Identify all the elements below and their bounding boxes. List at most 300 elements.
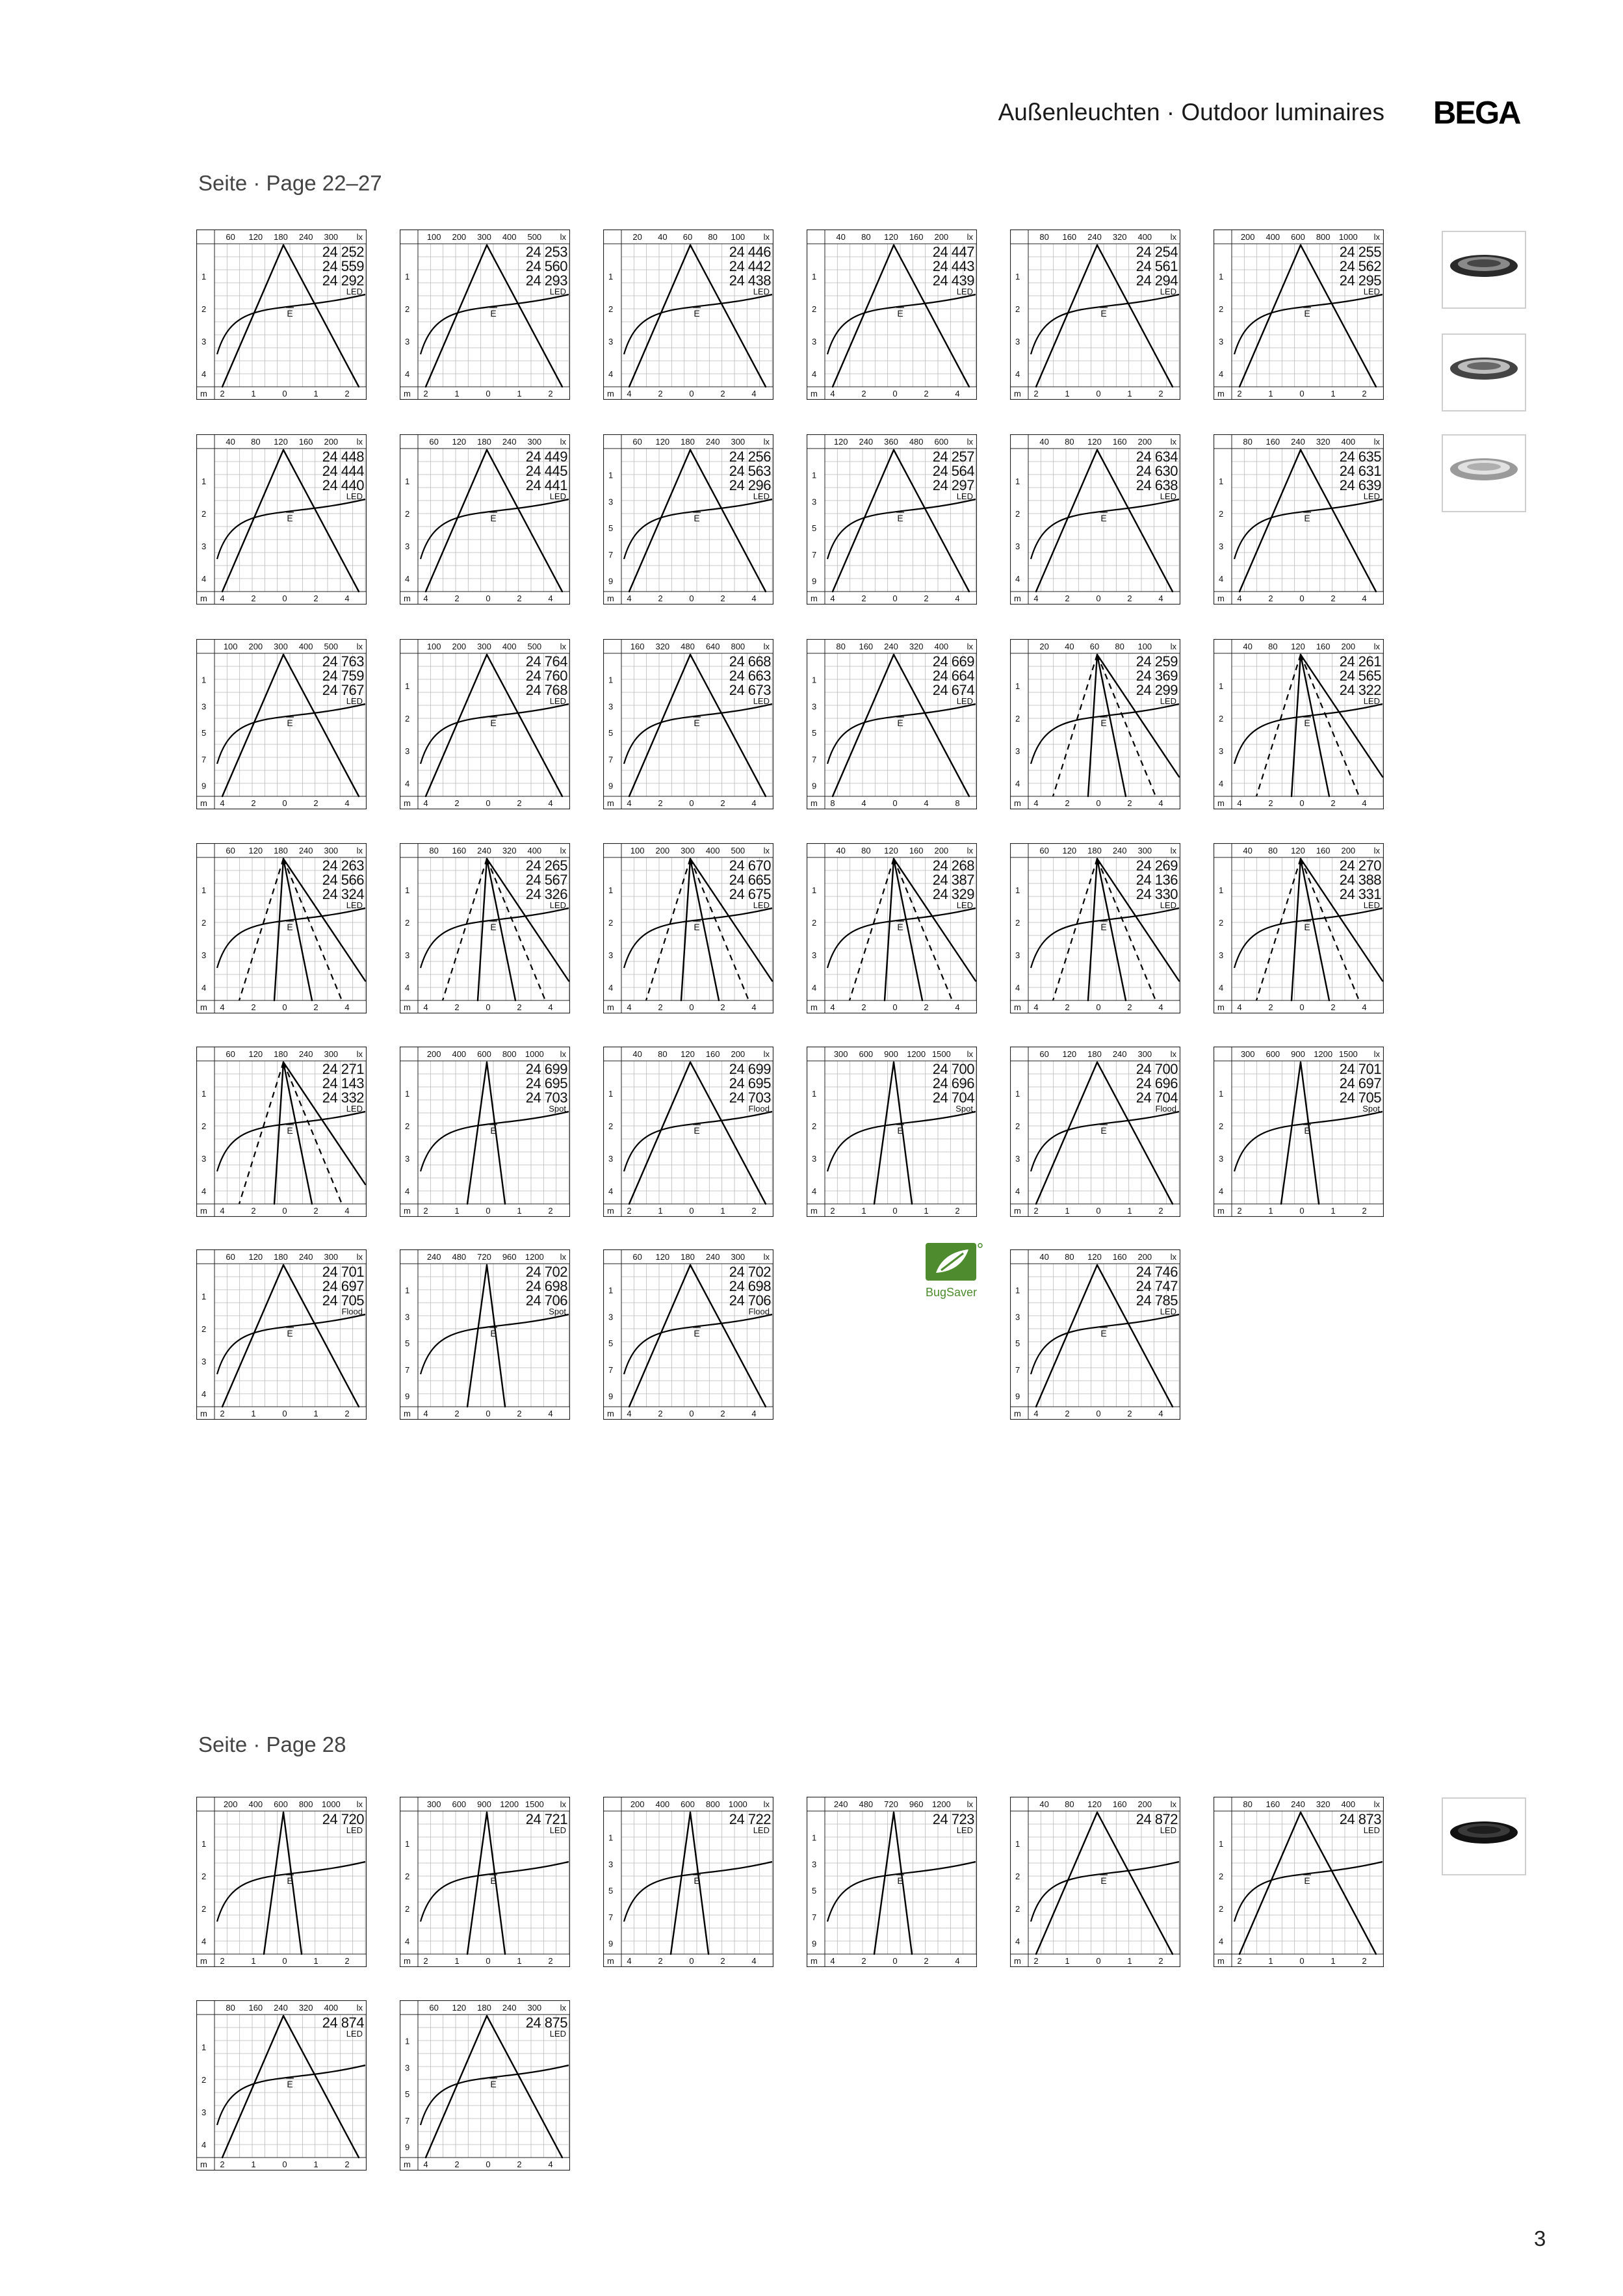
lux-tick-label: 60 — [226, 846, 235, 855]
lux-tick-label: 400 — [527, 846, 542, 855]
height-tick-label: 1 — [201, 272, 207, 281]
lux-tick-label: 200 — [248, 642, 263, 651]
lux-tick-label: 1000 — [1338, 232, 1358, 242]
lux-tick-label: 40 — [836, 232, 846, 242]
distance-tick-label: 4 — [423, 2159, 428, 2169]
isolux-chart — [1010, 1047, 1180, 1217]
isolux-chart — [807, 434, 977, 605]
article-number: 24 143 — [322, 1075, 364, 1091]
catalog-section-title: Außenleuchten · Outdoor luminaires — [998, 99, 1384, 125]
lux-tick-label: 960 — [502, 1252, 517, 1262]
lux-tick-label: 480 — [452, 1252, 467, 1262]
isolux-diagram — [603, 843, 773, 1013]
article-number: 24 701 — [1339, 1061, 1381, 1077]
lamp-type-label: LED — [956, 696, 973, 706]
lamp-type-label: LED — [1160, 696, 1176, 706]
isolux-diagram — [196, 434, 367, 605]
distance-tick-label: 1 — [1065, 389, 1070, 398]
isolux-diagram — [603, 1797, 773, 1967]
distance-tick-label: 2 — [517, 1002, 522, 1012]
article-number: 24 639 — [1339, 477, 1381, 493]
lux-unit-label: lx — [1373, 642, 1380, 651]
mean-illuminance-symbol: E — [1100, 718, 1107, 728]
lux-tick-label: 300 — [731, 437, 746, 447]
article-number: 24 698 — [525, 1278, 567, 1294]
isolux-chart — [603, 843, 773, 1013]
lamp-type-label: LED — [956, 1825, 973, 1835]
distance-tick-label: 2 — [1237, 389, 1242, 398]
lux-tick-label: 600 — [1291, 232, 1305, 242]
lux-tick-label: 100 — [426, 232, 441, 242]
article-number: 24 565 — [1339, 668, 1381, 684]
isolux-chart — [400, 1047, 570, 1217]
height-tick-label: 2 — [405, 1121, 410, 1131]
distance-tick-label: 0 — [892, 1206, 898, 1216]
lux-tick-label: 180 — [477, 2003, 491, 2013]
distance-tick-label: 2 — [1158, 1956, 1163, 1966]
distance-unit-label: m — [1217, 1956, 1225, 1966]
height-tick-label: 2 — [405, 304, 410, 314]
isolux-diagram — [1214, 639, 1384, 809]
distance-tick-label: 4 — [548, 798, 553, 808]
distance-tick-label: 4 — [955, 594, 960, 603]
isolux-diagram — [196, 843, 367, 1013]
lux-tick-label: 600 — [274, 1799, 288, 1809]
distance-tick-label: 2 — [720, 594, 725, 603]
lux-tick-label: 640 — [705, 642, 720, 651]
distance-tick-label: 2 — [924, 1002, 929, 1012]
lux-tick-label: 320 — [502, 846, 517, 855]
distance-tick-label: 2 — [861, 389, 866, 398]
lux-unit-label: lx — [763, 1799, 770, 1809]
distance-tick-label: 2 — [1065, 798, 1070, 808]
mean-illuminance-symbol: E — [1304, 513, 1310, 523]
article-number: 24 387 — [932, 872, 974, 888]
distance-tick-label: 4 — [751, 1956, 757, 1966]
height-tick-label: 3 — [608, 337, 614, 346]
lux-tick-label: 60 — [226, 1049, 235, 1059]
height-tick-label: 4 — [1015, 574, 1020, 584]
distance-tick-label: 4 — [751, 389, 757, 398]
distance-tick-label: 0 — [486, 1206, 491, 1216]
distance-tick-label: 0 — [689, 1956, 694, 1966]
lux-tick-label: 300 — [274, 642, 288, 651]
isolux-chart — [1010, 1797, 1180, 1967]
distance-tick-label: 0 — [1299, 594, 1305, 603]
article-number: 24 444 — [322, 463, 364, 479]
height-tick-label: 2 — [608, 918, 614, 928]
height-tick-label: 4 — [201, 1186, 207, 1196]
lux-tick-label: 100 — [1137, 642, 1152, 651]
height-tick-label: 1 — [1219, 885, 1224, 895]
article-number: 24 705 — [322, 1292, 364, 1309]
isolux-diagram — [1010, 1249, 1180, 1420]
lux-tick-label: 60 — [429, 437, 439, 447]
lux-tick-label: 60 — [429, 2003, 439, 2013]
mean-illuminance-symbol: E — [287, 2079, 293, 2089]
height-tick-label: 4 — [1015, 1937, 1020, 1946]
lux-tick-label: 300 — [1240, 1049, 1255, 1059]
distance-tick-label: 2 — [454, 1409, 460, 1418]
lux-tick-label: 80 — [1268, 846, 1278, 855]
article-number: 24 136 — [1136, 872, 1178, 888]
recessed-luminaire-dark-icon — [1443, 232, 1525, 307]
mean-illuminance-symbol: E — [694, 718, 700, 728]
lux-tick-label: 200 — [1240, 232, 1255, 242]
lux-tick-label: 320 — [1112, 232, 1127, 242]
distance-tick-label: 0 — [689, 1409, 694, 1418]
distance-tick-label: 1 — [454, 1956, 460, 1966]
article-number: 24 669 — [932, 653, 974, 670]
isolux-chart — [807, 1797, 977, 1967]
isolux-diagram — [400, 1047, 570, 1217]
lux-tick-label: 600 — [934, 437, 949, 447]
distance-unit-label: m — [607, 1206, 614, 1216]
height-tick-label: 3 — [201, 541, 207, 551]
distance-tick-label: 4 — [548, 1002, 553, 1012]
distance-tick-label: 2 — [1065, 594, 1070, 603]
height-tick-label: 5 — [405, 1338, 410, 1349]
lux-tick-label: 200 — [1137, 1252, 1152, 1262]
distance-unit-label: m — [811, 798, 818, 808]
lamp-type-label: LED — [1363, 491, 1380, 501]
isolux-chart — [196, 434, 367, 605]
lamp-type-label: LED — [346, 287, 363, 296]
distance-tick-label: 4 — [627, 798, 632, 808]
article-number: 24 326 — [525, 886, 567, 902]
distance-tick-label: 1 — [1127, 1206, 1132, 1216]
distance-tick-label: 2 — [1033, 1956, 1039, 1966]
distance-tick-label: 2 — [344, 2159, 350, 2169]
lux-tick-label: 60 — [1039, 846, 1049, 855]
distance-tick-label: 1 — [1331, 1206, 1336, 1216]
lux-tick-label: 80 — [861, 846, 871, 855]
isolux-diagram — [1010, 639, 1180, 809]
lux-unit-label: lx — [967, 232, 973, 242]
distance-tick-label: 1 — [313, 1956, 318, 1966]
lux-tick-label: 60 — [682, 232, 693, 242]
article-number: 24 559 — [322, 258, 364, 274]
lux-tick-label: 960 — [909, 1799, 924, 1809]
lux-tick-label: 120 — [248, 1049, 263, 1059]
height-tick-label: 5 — [608, 1338, 614, 1349]
article-number: 24 875 — [525, 2015, 567, 2031]
article-number: 24 442 — [729, 258, 771, 274]
mean-illuminance-symbol: E — [897, 308, 903, 319]
height-tick-label: 3 — [812, 701, 817, 712]
lux-tick-label: 1500 — [931, 1049, 951, 1059]
height-tick-label: 3 — [1219, 337, 1224, 346]
brand-logo: BEGA — [1433, 96, 1520, 131]
distance-unit-label: m — [1217, 1002, 1225, 1012]
height-tick-label: 4 — [1015, 779, 1020, 789]
article-number: 24 638 — [1136, 477, 1178, 493]
height-tick-label: 9 — [1015, 1391, 1020, 1402]
distance-tick-label: 1 — [517, 1206, 522, 1216]
lux-tick-label: 120 — [1291, 642, 1305, 651]
article-number: 24 331 — [1339, 886, 1381, 902]
lux-tick-label: 200 — [426, 1049, 441, 1059]
lux-tick-label: 300 — [833, 1049, 848, 1059]
height-tick-label: 1 — [1219, 1839, 1224, 1849]
lux-tick-label: 500 — [731, 846, 746, 855]
lux-tick-label: 600 — [452, 1799, 467, 1809]
lux-tick-label: 160 — [1112, 1799, 1127, 1809]
height-tick-label: 1 — [1015, 476, 1020, 486]
height-tick-label: 4 — [1219, 983, 1224, 993]
lux-tick-label: 160 — [1316, 846, 1331, 855]
article-number: 24 696 — [1136, 1075, 1178, 1091]
distance-tick-label: 1 — [313, 389, 318, 398]
lamp-type-label: LED — [753, 900, 770, 910]
height-tick-label: 3 — [608, 950, 614, 960]
height-tick-label: 1 — [812, 1089, 817, 1099]
height-tick-label: 1 — [405, 1285, 410, 1296]
height-tick-label: 3 — [812, 497, 817, 507]
lamp-type-label: LED — [346, 900, 363, 910]
height-tick-label: 3 — [201, 2107, 207, 2117]
height-tick-label: 4 — [1015, 369, 1020, 379]
distance-tick-label: 2 — [830, 1206, 835, 1216]
distance-tick-label: 2 — [1331, 1002, 1336, 1012]
distance-tick-label: 0 — [689, 594, 694, 603]
height-tick-label: 1 — [608, 1833, 614, 1843]
mean-illuminance-symbol: E — [1100, 1328, 1107, 1338]
article-number: 24 332 — [322, 1089, 364, 1106]
height-tick-label: 1 — [1015, 1089, 1020, 1099]
lux-tick-label: 200 — [452, 642, 467, 651]
lamp-type-label: LED — [753, 1825, 770, 1835]
article-number: 24 293 — [525, 272, 567, 289]
article-number: 24 388 — [1339, 872, 1381, 888]
lux-tick-label: 40 — [658, 232, 668, 242]
isolux-diagram — [1214, 1047, 1384, 1217]
article-number: 24 261 — [1339, 653, 1381, 670]
article-number: 24 254 — [1136, 244, 1178, 260]
distance-tick-label: 2 — [344, 1409, 350, 1418]
article-number: 24 668 — [729, 653, 771, 670]
article-number: 24 268 — [932, 857, 974, 874]
isolux-chart — [196, 1797, 367, 1967]
lux-tick-label: 800 — [298, 1799, 313, 1809]
height-tick-label: 4 — [1219, 369, 1224, 379]
distance-tick-label: 2 — [658, 1002, 663, 1012]
article-number: 24 673 — [729, 682, 771, 698]
distance-tick-label: 2 — [720, 1956, 725, 1966]
lux-tick-label: 120 — [833, 437, 848, 447]
article-number: 24 760 — [525, 668, 567, 684]
lux-tick-label: 160 — [1062, 232, 1077, 242]
lamp-type-label: LED — [549, 900, 566, 910]
lux-tick-label: 180 — [274, 232, 288, 242]
article-number: 24 252 — [322, 244, 364, 260]
distance-tick-label: 4 — [627, 1956, 632, 1966]
lamp-type-label: Spot — [1362, 1104, 1380, 1114]
lux-tick-label: 400 — [1137, 232, 1152, 242]
lux-tick-label: 300 — [324, 232, 339, 242]
distance-tick-label: 1 — [1268, 1956, 1273, 1966]
article-number: 24 697 — [1339, 1075, 1381, 1091]
isolux-chart — [807, 229, 977, 400]
distance-tick-label: 2 — [720, 1409, 725, 1418]
distance-tick-label: 2 — [220, 1956, 225, 1966]
lux-tick-label: 400 — [502, 232, 517, 242]
distance-tick-label: 1 — [658, 1206, 663, 1216]
distance-tick-label: 4 — [1033, 1002, 1039, 1012]
lux-tick-label: 240 — [1112, 846, 1127, 855]
lux-tick-label: 40 — [226, 437, 235, 447]
isolux-diagram — [400, 434, 570, 605]
article-number: 24 324 — [322, 886, 364, 902]
isolux-diagram — [603, 639, 773, 809]
distance-tick-label: 1 — [251, 1409, 256, 1418]
isolux-diagram — [807, 843, 977, 1013]
article-number: 24 297 — [932, 477, 974, 493]
isolux-diagram — [603, 229, 773, 400]
isolux-chart — [603, 434, 773, 605]
lux-tick-label: 120 — [452, 437, 467, 447]
distance-tick-label: 2 — [220, 1409, 225, 1418]
lux-tick-label: 160 — [1266, 437, 1280, 447]
height-tick-label: 4 — [1015, 983, 1020, 993]
isolux-diagram — [1010, 843, 1180, 1013]
distance-tick-label: 0 — [1096, 1002, 1101, 1012]
height-tick-label: 2 — [405, 918, 410, 928]
isolux-chart — [1010, 1249, 1180, 1420]
height-tick-label: 1 — [405, 272, 410, 281]
product-thumbnail — [1442, 434, 1526, 512]
height-tick-label: 3 — [201, 337, 207, 346]
distance-unit-label: m — [1014, 1206, 1021, 1216]
mean-illuminance-symbol: E — [490, 2079, 497, 2089]
article-number: 24 670 — [729, 857, 771, 874]
distance-tick-label: 4 — [955, 1956, 960, 1966]
height-tick-label: 1 — [405, 1839, 410, 1849]
distance-tick-label: 1 — [1331, 389, 1336, 398]
distance-tick-label: 4 — [1158, 798, 1163, 808]
mean-illuminance-symbol: E — [287, 1875, 293, 1886]
lamp-type-label: LED — [549, 287, 566, 296]
height-tick-label: 2 — [201, 918, 207, 928]
lux-unit-label: lx — [560, 846, 566, 855]
distance-unit-label: m — [1217, 594, 1225, 603]
distance-tick-label: 2 — [1158, 389, 1163, 398]
lux-tick-label: 40 — [836, 846, 846, 855]
distance-tick-label: 2 — [220, 389, 225, 398]
lux-tick-label: 300 — [1137, 1049, 1152, 1059]
distance-tick-label: 4 — [344, 1002, 350, 1012]
lux-unit-label: lx — [967, 1049, 973, 1059]
distance-unit-label: m — [811, 1002, 818, 1012]
distance-tick-label: 2 — [1268, 594, 1273, 603]
lux-tick-label: 480 — [681, 642, 695, 651]
isolux-diagram — [1214, 229, 1384, 400]
lamp-type-label: Flood — [748, 1104, 770, 1114]
height-tick-label: 3 — [405, 337, 410, 346]
section-title-page-28: Seite · Page 28 — [198, 1732, 346, 1756]
lamp-type-label: LED — [956, 900, 973, 910]
height-tick-label: 2 — [405, 714, 410, 724]
height-tick-label: 4 — [608, 983, 614, 993]
lux-tick-label: 900 — [477, 1799, 491, 1809]
lux-tick-label: 80 — [1065, 1799, 1074, 1809]
height-tick-label: 1 — [608, 885, 614, 895]
lux-unit-label: lx — [356, 437, 363, 447]
distance-tick-label: 0 — [1096, 1956, 1101, 1966]
height-tick-label: 3 — [1015, 746, 1020, 756]
isolux-diagram — [400, 229, 570, 400]
distance-tick-label: 4 — [344, 594, 350, 603]
height-tick-label: 4 — [1219, 779, 1224, 789]
lux-tick-label: 160 — [1266, 1799, 1280, 1809]
lux-tick-label: 600 — [859, 1049, 874, 1059]
lux-unit-label: lx — [356, 846, 363, 855]
distance-tick-label: 0 — [282, 1002, 287, 1012]
isolux-diagram — [400, 1797, 570, 1967]
bugsaver-label: BugSaver — [926, 1286, 978, 1299]
distance-tick-label: 4 — [955, 1002, 960, 1012]
article-number: 24 443 — [932, 258, 974, 274]
distance-tick-label: 2 — [658, 798, 663, 808]
mean-illuminance-symbol: E — [897, 1125, 903, 1136]
lux-tick-label: 80 — [861, 232, 871, 242]
distance-unit-label: m — [607, 798, 614, 808]
distance-unit-label: m — [200, 1956, 207, 1966]
lux-tick-label: 200 — [630, 1799, 645, 1809]
lux-unit-label: lx — [1170, 1799, 1176, 1809]
height-tick-label: 2 — [1015, 1121, 1020, 1131]
distance-tick-label: 4 — [1237, 1002, 1242, 1012]
distance-tick-label: 0 — [689, 389, 694, 398]
lux-tick-label: 720 — [884, 1799, 898, 1809]
lux-unit-label: lx — [763, 232, 770, 242]
height-tick-label: 4 — [812, 369, 817, 379]
height-tick-label: 1 — [201, 675, 207, 685]
article-number: 24 695 — [729, 1075, 771, 1091]
lux-tick-label: 600 — [681, 1799, 695, 1809]
distance-tick-label: 1 — [251, 1956, 256, 1966]
height-tick-label: 5 — [608, 523, 614, 534]
distance-tick-label: 2 — [1331, 594, 1336, 603]
lux-tick-label: 120 — [1062, 846, 1077, 855]
distance-tick-label: 1 — [1127, 1956, 1132, 1966]
article-number: 24 700 — [932, 1061, 974, 1077]
distance-tick-label: 2 — [1158, 1206, 1163, 1216]
lux-tick-label: 1200 — [931, 1799, 951, 1809]
height-tick-label: 3 — [608, 1154, 614, 1164]
height-tick-label: 7 — [812, 549, 817, 560]
distance-tick-label: 2 — [658, 1409, 663, 1418]
lux-tick-label: 300 — [681, 846, 695, 855]
distance-tick-label: 0 — [486, 1409, 491, 1418]
height-tick-label: 9 — [608, 781, 614, 791]
lux-tick-label: 400 — [452, 1049, 467, 1059]
article-number: 24 759 — [322, 668, 364, 684]
distance-tick-label: 1 — [251, 2159, 256, 2169]
distance-tick-label: 4 — [924, 798, 929, 808]
height-tick-label: 3 — [405, 2063, 410, 2073]
lux-unit-label: lx — [1170, 232, 1176, 242]
lux-tick-label: 160 — [1112, 1252, 1127, 1262]
isolux-diagram — [1214, 843, 1384, 1013]
distance-tick-label: 0 — [282, 1956, 287, 1966]
lux-tick-label: 200 — [1137, 1799, 1152, 1809]
distance-tick-label: 2 — [517, 798, 522, 808]
height-tick-label: 1 — [1219, 272, 1224, 281]
lux-tick-label: 20 — [1039, 642, 1049, 651]
article-number: 24 706 — [525, 1292, 567, 1309]
height-tick-label: 1 — [1015, 1839, 1020, 1849]
